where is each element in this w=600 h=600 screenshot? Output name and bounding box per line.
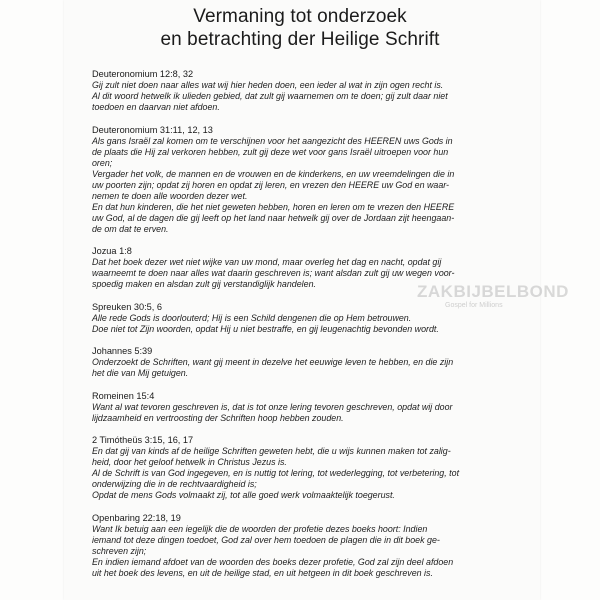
verse-line: Want Ik betuig aan een iegelijk die de woorden der profetie dezes boeks hoort: Indien [92, 523, 428, 534]
verse-line: Alle rede Gods is doorlouterd; Hij is een Schild dengenen die op Hem betrouwen. [92, 312, 412, 323]
scripture-reference: 2 Timótheüs 3:15, 16, 17 [92, 435, 194, 445]
verse-line: schreven zijn; [92, 545, 147, 556]
verse-line: Want al wat tevoren geschreven is, dat is tot onze lering tevoren geschreven, opdat wij door [92, 401, 453, 412]
verse-line: Al de Schrift is van God ingegeven, en is nuttig tot lering, tot wederlegging, tot verbetering, tot [92, 468, 460, 478]
watermark-tagline: Gospel for Millions [445, 302, 503, 309]
verse-line: Opdat de mens Gods volmaakt zij, tot alle goed werk volmaaktelijk toegerust. [92, 490, 395, 500]
verse-line: toedoen en daarvan niet afdoen. [92, 102, 220, 112]
verse-line: Gij zult niet doen naar alles wat wij hier heden doen, een ieder al wat in zijn ogen recht is. [92, 80, 444, 90]
verse-line: Onderzoekt de Schriften, want gij meent in dezelve het eeuwige leven te hebben, en die zijn [92, 357, 454, 367]
verse-line: oren; [92, 157, 113, 168]
verse-line: Dat het boek dezer wet niet wijke van uw mond, maar overleg het dag en nacht, opdat gij [92, 257, 442, 267]
scripture-reference: Spreuken 30:5, 6 [92, 301, 162, 312]
verse-line: de plaats die Hij zal verkoren hebben, zult gij deze wet voor gans Israël uitroepen voor hun [92, 146, 449, 157]
scripture-reference: Deuteronomium 31:11, 12, 13 [92, 124, 213, 135]
scripture-section [92, 68, 512, 113]
verse-line: Doe niet tot Zijn woorden, opdat Hij u niet bestraffe, en gij leugenachtig bevonden wordt. [92, 323, 439, 334]
scripture-section [92, 124, 512, 235]
scripture-reference: Jozua 1:8 [92, 246, 132, 256]
verse-line: waarneemt te doen naar alles wat daarin geschreven is; want alsdan zult gij uw wegen voor- [92, 268, 455, 278]
scripture-section [92, 434, 512, 501]
verse-line: iemand tot deze dingen toedoet, God zal over hem toedoen de plagen die in dit boek ge- [92, 534, 440, 545]
title-line-1: Vermaning tot onderzoek [193, 6, 407, 27]
verse-line: uw God, al de dagen die gij leeft op het land naar hetwelk gij over de Jordaan zijt heengaan- [92, 212, 455, 223]
scripture-list [92, 68, 512, 589]
scripture-section [92, 512, 512, 579]
scripture-section [92, 245, 512, 290]
verse-line: spoedig maken en alsdan zult gij verstandiglijk handelen. [92, 279, 316, 289]
verse-line: heid, door het geloof hetwelk in Christus Jezus is. [92, 457, 287, 467]
scripture-section [92, 345, 512, 379]
title-line-2: en betrachting der Heilige Schrift [160, 29, 440, 50]
verse-line: onderwijzing die in de rechtvaardigheid is; [92, 479, 257, 489]
scripture-section [92, 390, 512, 424]
verse-line: En dat gij van kinds af de heilige Schriften geweten hebt, die u wijs kunnen maken tot zalig- [92, 446, 451, 456]
verse-line: het die van Mij getuigen. [92, 368, 189, 378]
verse-line: Vergader het volk, de mannen en de vrouwen en de kinderkens, en uw vreemdelingen die in [92, 168, 455, 179]
verse-line: nemen te doen alle woorden dezer wet. [92, 190, 248, 201]
scripture-section [92, 301, 512, 335]
verse-line: En indien iemand afdoet van de woorden des boeks dezer profetie, God zal zijn deel afdoen [92, 556, 454, 567]
scripture-reference: Johannes 5:39 [92, 346, 153, 356]
scripture-reference: Deuteronomium 12:8, 32 [92, 69, 194, 79]
verse-line: lijdzaamheid en vertroosting der Schriften hoop hebben zouden. [92, 412, 344, 423]
verse-line: uw poorten zijn; opdat zij horen en opdat zij leren, en vrezen den HEERE uw God en waar- [92, 179, 450, 190]
verse-line: Als gans Israël zal komen om te verschijnen voor het aangezicht des HEEREN uws Gods in [92, 135, 453, 146]
verse-line: Al dit woord hetwelk ik ulieden gebied, dat zult gij waarnemen om te doen; gij zult daar niet [92, 91, 448, 101]
document-title [0, 5, 600, 51]
verse-line: uit het boek des levens, en uit de heilige stad, en uit hetgeen in dit boek geschreven is. [92, 567, 433, 578]
watermark-logo: ZAKBIJBELBOND [417, 282, 569, 301]
verse-line: En dat hun kinderen, die het niet geweten hebben, horen en leren om te vrezen den HEERE [92, 201, 455, 212]
scripture-reference: Romeinen 15:4 [92, 390, 155, 401]
scripture-reference: Openbaring 22:18, 19 [92, 512, 181, 523]
verse-line: de om dat te erven. [92, 223, 169, 234]
